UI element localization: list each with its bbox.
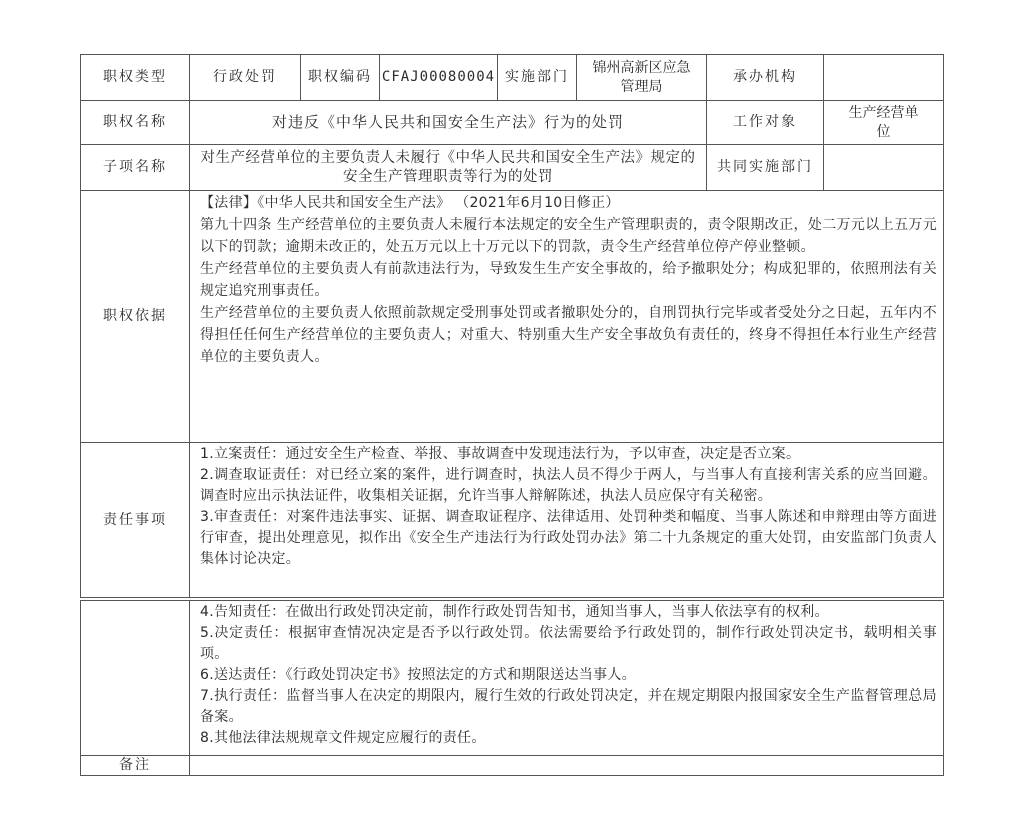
duty-item: 2.调查取证责任：对已经立案的案件，进行调查时，执法人员不得少于两人，与当事人有直接利害关系的应当回避。调查时应出示执法证件，收集相关证据，允许当事人辩解陈述，执法人员应保守有关秘密。 xyxy=(200,467,937,504)
dept-value: 锦州高新区应急管理局 xyxy=(577,55,707,101)
basis-line: 生产经营单位的主要负责人有前款违法行为，导致发生生产安全事故的，给予撤职处分；构成犯罪的，依照刑法有关规定追究刑事责任。 xyxy=(200,261,937,299)
name-value: 对违反《中华人民共和国安全生产法》行为的处罚 xyxy=(190,101,707,145)
remark-label: 备注 xyxy=(81,756,190,776)
duty-item: 8.其他法律法规规章文件规定应履行的责任。 xyxy=(200,730,486,746)
duty-cont-label xyxy=(81,601,190,756)
code-label: 职权编码 xyxy=(301,55,380,101)
duty-item: 5.决定责任：根据审查情况决定是否予以行政处罚。依法需要给予行政处罚的，制作行政处罚决定书，载明相关事项。 xyxy=(200,625,937,662)
sub-row xyxy=(81,145,944,191)
remark-value xyxy=(190,756,944,776)
duty-item: 4.告知责任：在做出行政处罚决定前，制作行政处罚告知书，通知当事人，当事人依法享有的权利。 xyxy=(200,604,829,620)
duty-item: 7.执行责任：监督当事人在决定的期限内，履行生效的行政处罚决定，并在规定期限内报国家安全生产监督管理总局备案。 xyxy=(200,688,937,725)
sub-value: 对生产经营单位的主要负责人未履行《中华人民共和国安全生产法》规定的安全生产管理职责等行为的处罚 xyxy=(190,145,707,191)
duty-item: 6.送达责任：《行政处罚决定书》按照法定的方式和期限送达当事人。 xyxy=(200,667,636,683)
name-label: 职权名称 xyxy=(81,101,190,145)
duty-label: 责任事项 xyxy=(81,443,190,598)
basis-line: 第九十四条 生产经营单位的主要负责人未履行本法规定的安全生产管理职责的，责令限期改正，处二万元以上五万元以下的罚款；逾期未改正的，处五万元以上十万元以下的罚款，责令生产经营单位停产停业整顿。 xyxy=(200,217,937,255)
duty-item: 3.审查责任：对案件违法事实、证据、调查取证程序、法律适用、处罚种类和幅度、当事人陈述和申辩理由等方面进行审查，提出处理意见，拟作出《安全生产违法行为行政处罚办法》第二十九条规定的重大处罚，由安监部门负责人集体讨论决定。 xyxy=(200,509,937,567)
target-label: 工作对象 xyxy=(707,101,824,145)
org-label: 承办机构 xyxy=(707,55,824,101)
type-label: 职权类型 xyxy=(81,55,190,101)
duty-content xyxy=(190,443,944,598)
org-value xyxy=(824,55,944,101)
joint-label: 共同实施部门 xyxy=(707,145,824,191)
sub-label: 子项名称 xyxy=(81,145,190,191)
basis-line: 生产经营单位的主要负责人依照前款规定受刑事处罚或者撤职处分的，自刑罚执行完毕或者受处分之日起，五年内不得担任任何生产经营单位的主要负责人；对重大、特别重大生产安全事故负有责任的，终身不得担任本行业生产经营单位的主要负责人。 xyxy=(200,305,937,365)
duty-row xyxy=(81,443,944,598)
basis-label: 职权依据 xyxy=(81,191,190,443)
duty-cont-content xyxy=(190,601,944,756)
basis-content xyxy=(190,191,944,443)
basis-line: 【法律】《中华人民共和国安全生产法》 （2021年6月10日修正） xyxy=(200,195,620,211)
type-value: 行政处罚 xyxy=(190,55,301,101)
name-row xyxy=(81,101,944,145)
remark-row xyxy=(81,756,944,776)
code-value: CFAJ00080004 xyxy=(380,55,498,101)
basis-row xyxy=(81,191,944,443)
joint-value xyxy=(824,145,944,191)
duty-cont-row xyxy=(81,601,944,756)
target-value: 生产经营单位 xyxy=(824,101,944,145)
duty-item: 1.立案责任：通过安全生产检查、举报、事故调查中发现违法行为，予以审查，决定是否立案。 xyxy=(200,446,801,462)
authority-table xyxy=(80,54,944,776)
header-row xyxy=(81,55,944,101)
dept-label: 实施部门 xyxy=(498,55,577,101)
